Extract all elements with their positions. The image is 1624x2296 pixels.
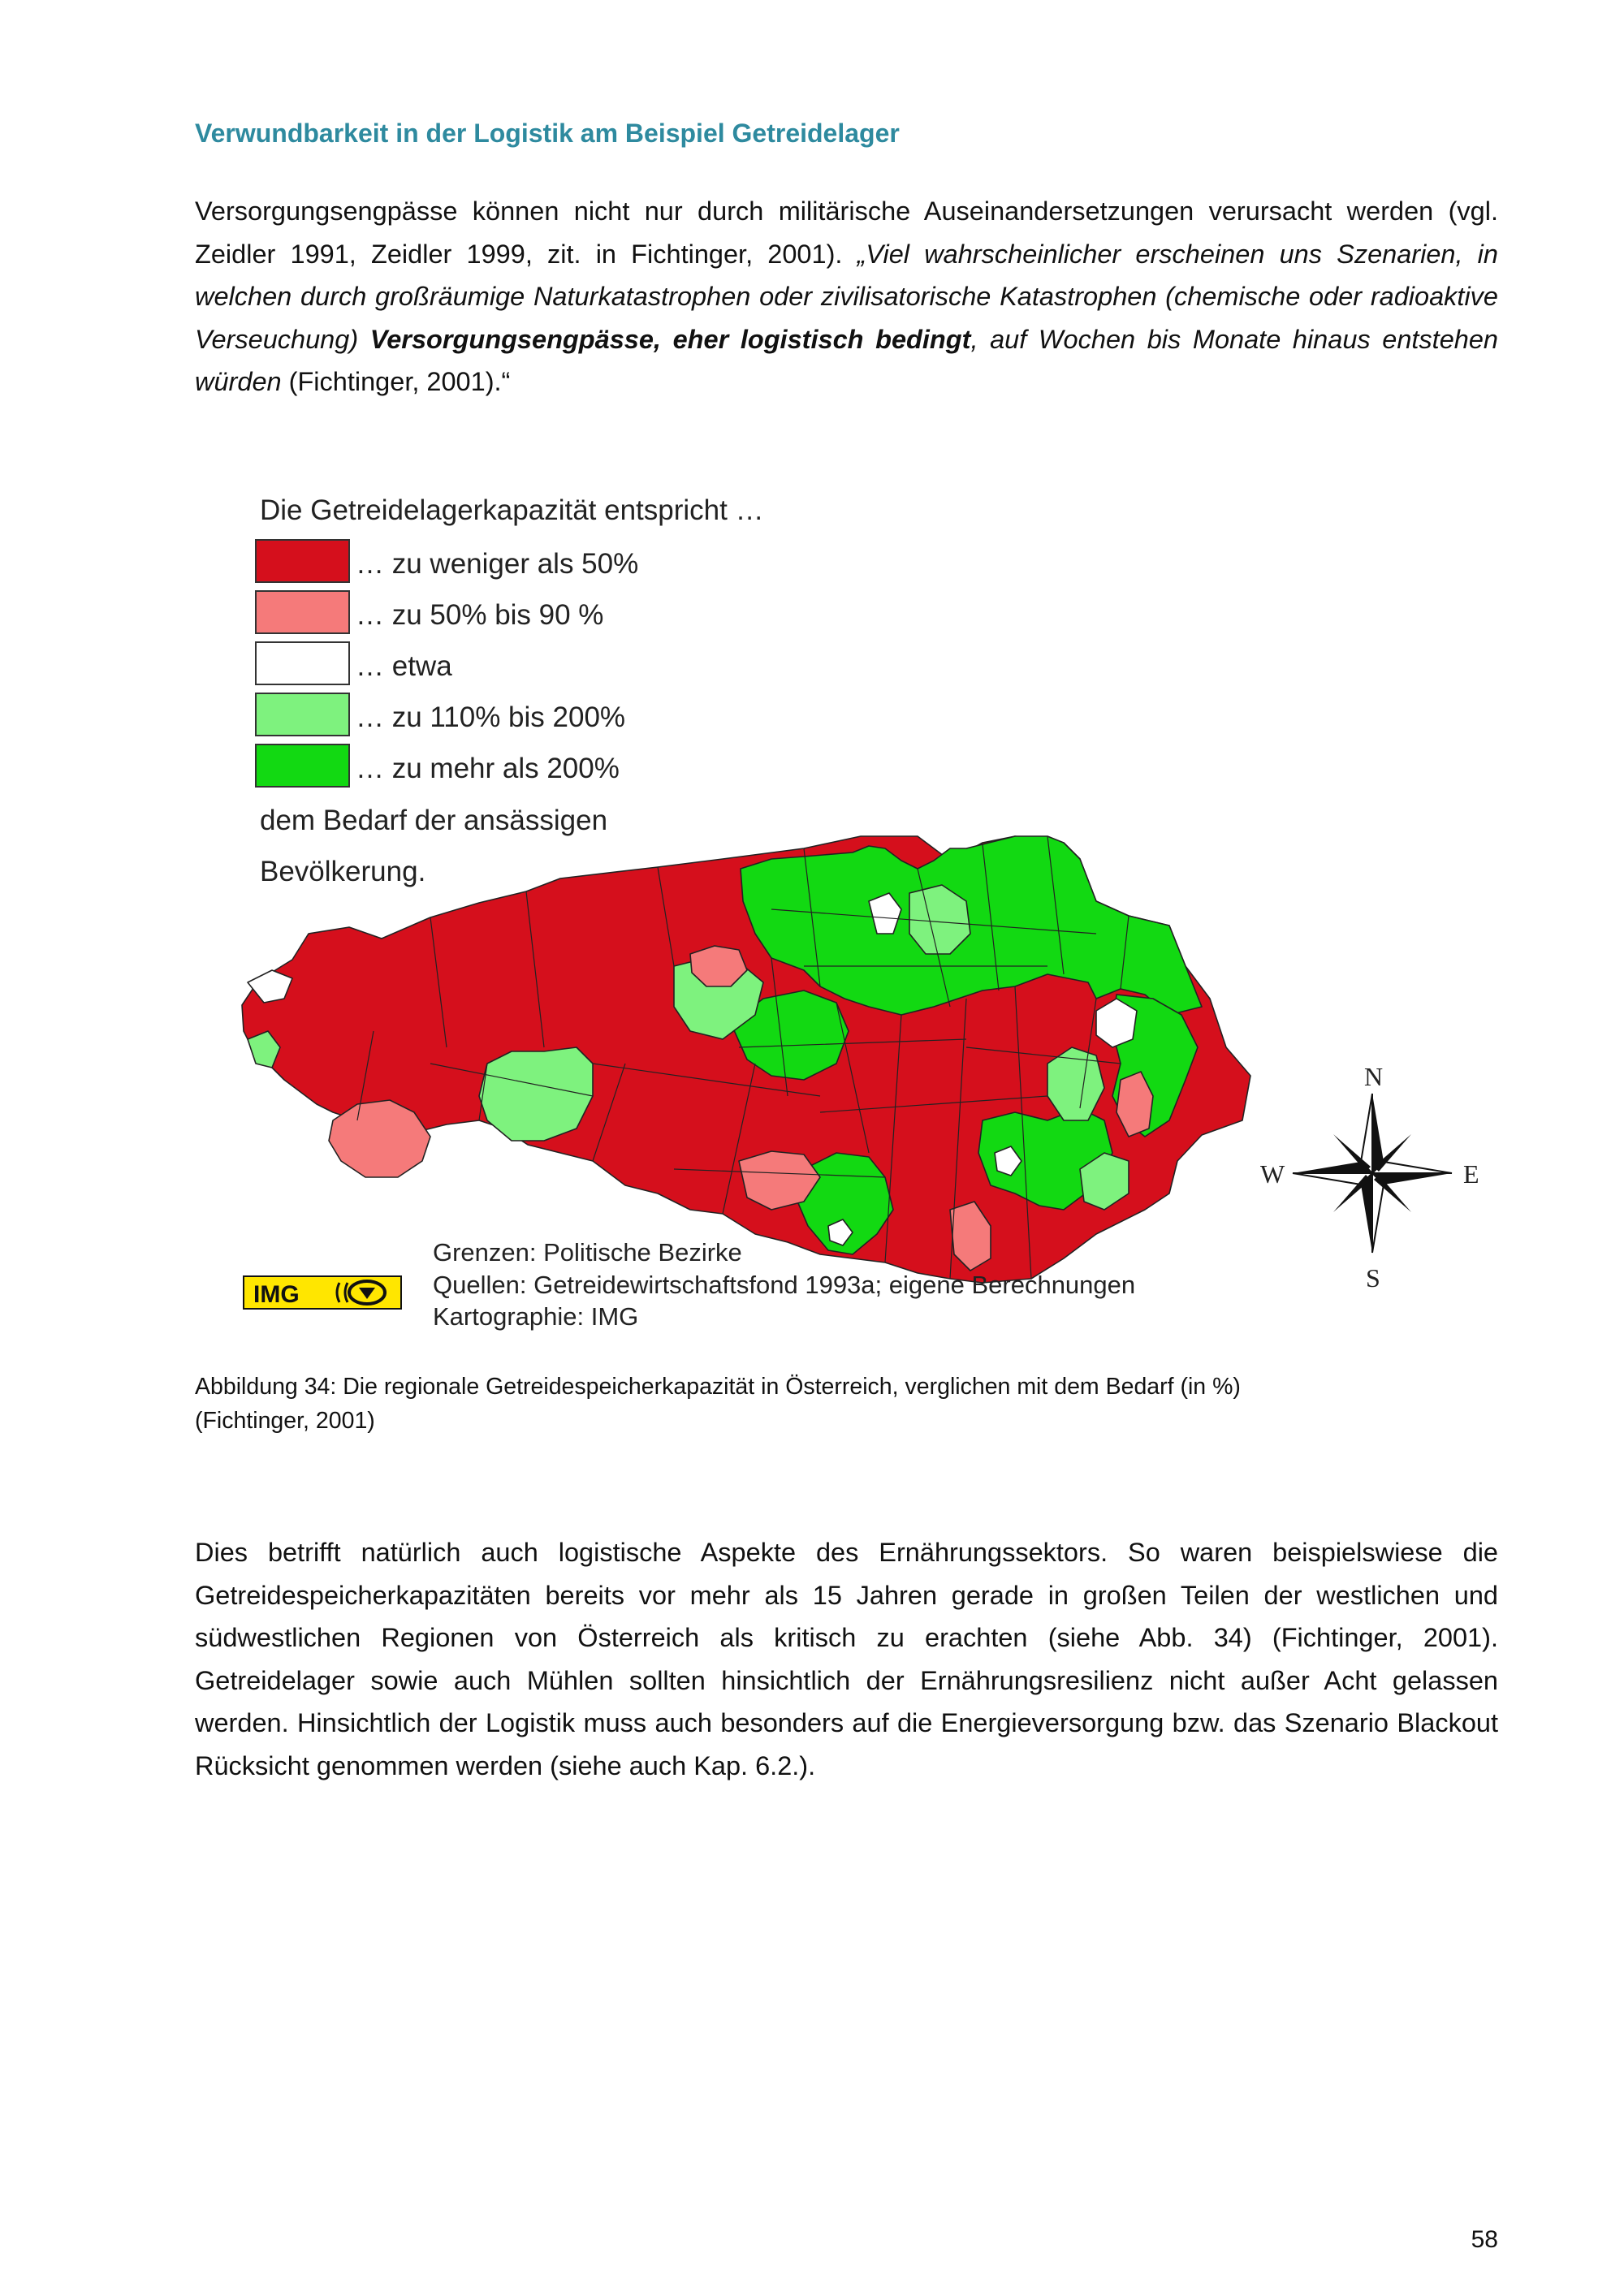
body-paragraph: Dies betrifft natürlich auch logistische Aspekte des Ernährungssektors. So waren beispielswiese die Getreidespeicherkapazitäten bereits vor mehr als 15 Jahren gerade in großen Teilen der westlichen und südwestlichen Regionen von Österreich als kritisch zu erachten (siehe Abb. 34) (Fichtinger, 2001). Getreidelager sowie auch Mühlen sollten hinsichtlich der Ernährungsresilienz nicht außer Acht gelassen werden. Hinsichtlich der Logistik muss auch besonders auf die Energieversorgung bzw. das Szenario Blackout Rücksicht genommen werden (siehe auch Kap. 6.2.). (195, 1538, 1498, 1780)
map-region-tyrol-lightgreen (479, 1047, 593, 1141)
compass-s: S (1366, 1263, 1380, 1293)
source-line-cartography: Kartographie: IMG (433, 1302, 639, 1331)
legend-swatch-110-200 (256, 693, 349, 736)
page-number: 58 (1471, 2226, 1498, 2253)
source-line-sources: Quellen: Getreidewirtschaftsfond 1993a; eigene Berechnungen (433, 1271, 1136, 1299)
legend (256, 540, 638, 887)
austria-map-figure (235, 479, 1498, 1340)
source-line-borders: Grenzen: Politische Bezirke (433, 1238, 742, 1267)
legend-label-50-90: … zu 50% bis 90 % (356, 599, 604, 631)
caption-line-2: (Fichtinger, 2001) (195, 1408, 375, 1434)
citation-text: (Fichtinger, 2001).“ (281, 367, 511, 396)
logo-text: IMG (253, 1281, 300, 1308)
img-logo (244, 1276, 401, 1309)
legend-footer-line-1: dem Bedarf der ansässigen (260, 805, 608, 836)
legend-swatch-lt50 (256, 540, 349, 582)
legend-label-lt50: … zu weniger als 50% (356, 548, 639, 580)
legend-swatch-50-90 (256, 591, 349, 633)
compass-rose (1260, 1062, 1479, 1293)
intro-paragraph (195, 190, 1498, 404)
quote-bold-text: Versorgungsengpässe, eher logistisch bedingt (369, 324, 971, 354)
legend-label-gt200: … zu mehr als 200% (356, 753, 620, 784)
caption-line-1: Abbildung 34: Die regionale Getreidespeicherkapazität in Österreich, verglichen mit dem Bedarf (in %) (195, 1374, 1241, 1400)
quote-text: „Viel wahrscheinlicher erscheinen uns Szenarien, in welchen durch großräumige Naturkatastrophen oder zivilisatorische Katastrophen (chemische oder radioaktive Verseuchung) (195, 239, 1498, 354)
legend-footer-line-2: Bevölkerung. (260, 856, 426, 887)
austria-map (242, 836, 1250, 1283)
quote-text-end: , auf Wochen bis Monate hinaus entstehen würden (195, 324, 1499, 396)
legend-label-110-200: … zu 110% bis 200% (356, 701, 626, 733)
legend-swatch-gt200 (256, 744, 349, 787)
compass-n: N (1364, 1062, 1384, 1091)
compass-e: E (1463, 1159, 1479, 1189)
legend-label-about: … etwa (356, 650, 452, 682)
legend-swatch-about (256, 642, 349, 684)
compass-w: W (1260, 1159, 1285, 1189)
map-svg (235, 479, 1498, 1340)
legend-title: Die Getreidelagerkapazität entspricht … (260, 494, 764, 526)
intro-text: Versorgungsengpässe können nicht nur durch militärische Auseinandersetzungen verursacht werden (vgl. Zeidler 1991, Zeidler 1999, zit. in Fichtinger, 2001). (195, 196, 1498, 269)
section-heading: Verwundbarkeit in der Logistik am Beispiel Getreidelager (195, 119, 900, 148)
figure-caption (195, 1370, 1498, 1438)
